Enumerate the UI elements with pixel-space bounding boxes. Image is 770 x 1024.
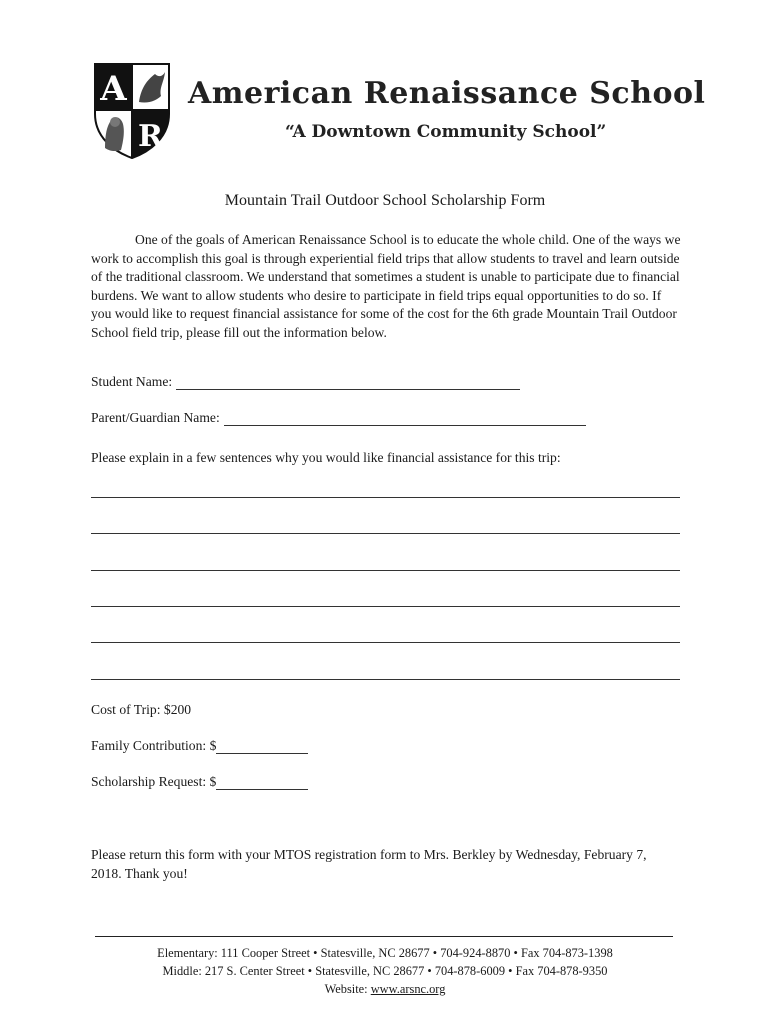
crest-letter-a: A <box>100 69 127 109</box>
parent-name-row <box>91 410 586 426</box>
school-tagline: “A Downtown Community School” <box>285 122 607 142</box>
student-name-field[interactable] <box>176 375 520 390</box>
answer-line[interactable] <box>91 642 680 643</box>
cost-of-trip: Cost of Trip: $200 <box>91 702 192 717</box>
footer-elementary-address: Elementary: 111 Cooper Street • Statesville, NC 28677 • 704-924-8870 • Fax 704-873-1398 <box>157 946 613 960</box>
intro-paragraph: One of the goals of American Renaissance School is to educate the whole child. One of the ways we work to accomplish this goal is through experiential field trips that allow students to travel and learn outside of the traditional classroom. We understand that sometimes a student is unable to participate due to financial burdens. We want to allow students who desire to participate in field trips equal opportunities to do so. If you would like to request financial assistance for some of the cost for the 6th grade Mountain Trail Outdoor School field trip, please fill out the information below. <box>91 232 681 340</box>
student-name-label: Student Name: <box>91 374 173 389</box>
answer-line[interactable] <box>91 533 680 534</box>
explain-prompt: Please explain in a few sentences why you would like financial assistance for this trip: <box>91 450 561 465</box>
answer-line[interactable] <box>91 679 680 680</box>
crest-letter-r: R <box>138 119 163 154</box>
website-link[interactable]: www.arsnc.org <box>370 982 446 996</box>
form-title: Mountain Trail Outdoor School Scholarship Form <box>224 192 546 209</box>
footer-divider <box>95 936 673 937</box>
family-contribution-row <box>91 738 308 754</box>
student-name-row <box>91 374 520 390</box>
school-crest-logo <box>93 62 171 160</box>
scholarship-request-field[interactable] <box>216 775 308 790</box>
footer-website-row <box>0 980 770 998</box>
scholarship-request-row <box>91 774 308 790</box>
footer <box>0 944 770 998</box>
answer-line[interactable] <box>91 606 680 607</box>
return-note: Please return this form with your MTOS registration form to Mrs. Berkley by Wednesday, February 7, 2018. Thank you! <box>91 847 647 881</box>
parent-name-label: Parent/Guardian Name: <box>91 410 220 425</box>
parent-name-field[interactable] <box>224 411 586 426</box>
footer-website-label: Website: <box>324 982 368 996</box>
family-contribution-label: Family Contribution: $ <box>91 738 217 753</box>
scholarship-request-label: Scholarship Request: $ <box>91 774 217 789</box>
answer-line[interactable] <box>91 570 680 571</box>
school-name: American Renaissance School <box>188 76 706 111</box>
answer-line[interactable] <box>91 497 680 498</box>
footer-middle-address: Middle: 217 S. Center Street • Statesville, NC 28677 • 704-878-6009 • Fax 704-878-9350 <box>162 964 608 978</box>
family-contribution-field[interactable] <box>216 739 308 754</box>
